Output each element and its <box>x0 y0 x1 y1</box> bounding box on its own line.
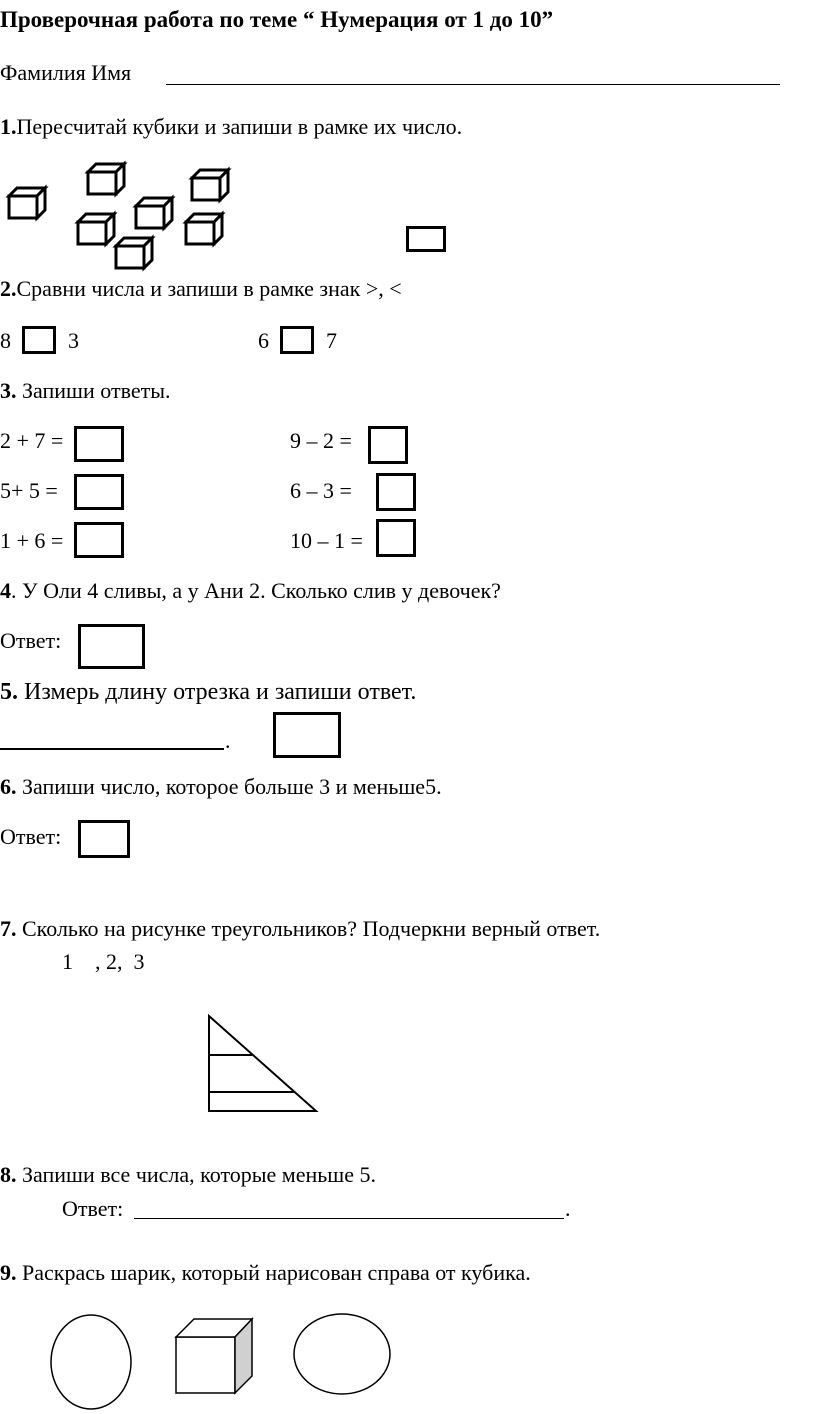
task-5-heading: 5. Измерь длину отрезка и запиши ответ. <box>0 679 417 705</box>
answer-label: Ответ: <box>62 1196 124 1221</box>
answer-box[interactable] <box>78 624 145 669</box>
answer-box[interactable] <box>376 519 416 557</box>
expression: 1 + 6 = <box>0 528 64 553</box>
compare-number: 8 <box>0 328 11 353</box>
cube-icon <box>176 1319 252 1393</box>
cube-icon <box>116 238 152 268</box>
answer-label: Ответ: <box>0 628 62 653</box>
expression: 2 + 7 = <box>0 428 64 453</box>
expression: 9 – 2 = <box>290 428 352 453</box>
name-label: Фамилия Имя <box>0 60 132 85</box>
compare-sign-box[interactable] <box>280 326 314 354</box>
cube-count-box[interactable] <box>406 226 446 252</box>
page-title: Проверочная работа по теме “ Нумерация от 1 до 10” <box>0 7 554 32</box>
cube-icon <box>78 214 114 244</box>
balls-and-cube-illustration <box>40 1310 410 1414</box>
answer-box[interactable] <box>376 473 416 511</box>
compare-number: 7 <box>326 328 337 353</box>
task-4-heading: 4. У Оли 4 сливы, а у Ани 2. Сколько слив у девочек? <box>0 578 501 603</box>
answer-box[interactable] <box>368 426 408 464</box>
name-line[interactable] <box>166 84 780 85</box>
segment-line <box>0 748 224 750</box>
answer-label: Ответ: <box>0 824 62 849</box>
cube-icon <box>9 188 45 218</box>
task-6-heading: 6. Запиши число, которое больше 3 и меньше5. <box>0 774 442 799</box>
cubes-illustration <box>0 155 240 275</box>
task-1-heading: 1.Пересчитай кубики и запиши в рамке их число. <box>0 114 463 139</box>
answer-box[interactable] <box>74 474 124 510</box>
left-ball <box>51 1315 131 1409</box>
cube-icon <box>88 164 124 194</box>
answer-box[interactable] <box>273 712 341 758</box>
answer-line[interactable] <box>134 1218 564 1219</box>
answer-dot: . <box>565 1196 571 1221</box>
cube-icon <box>192 170 228 200</box>
compare-sign-box[interactable] <box>22 326 56 354</box>
compare-number: 6 <box>258 328 269 353</box>
compare-number: 3 <box>68 328 79 353</box>
answer-box[interactable] <box>74 522 124 558</box>
right-ball <box>294 1314 390 1394</box>
task-7-heading: 7. Сколько на рисунке треугольников? Подчеркни верный ответ. <box>0 916 601 941</box>
task-3-heading: 3. Запиши ответы. <box>0 378 171 403</box>
segment-dot: . <box>225 728 231 753</box>
triangle-figure <box>200 1010 330 1120</box>
answer-options[interactable]: 1 , 2, 3 <box>62 949 145 974</box>
task-2-heading: 2.Сравни числа и запиши в рамке знак >, < <box>0 276 402 301</box>
cube-icon <box>186 214 222 244</box>
task-8-heading: 8. Запиши все числа, которые меньше 5. <box>0 1162 377 1187</box>
answer-box[interactable] <box>78 820 130 858</box>
expression: 5+ 5 = <box>0 478 58 503</box>
expression: 10 – 1 = <box>290 528 363 553</box>
expression: 6 – 3 = <box>290 478 352 503</box>
cube-icon <box>136 198 172 228</box>
task-9-heading: 9. Раскрась шарик, который нарисован справа от кубика. <box>0 1260 531 1285</box>
answer-box[interactable] <box>74 426 124 462</box>
